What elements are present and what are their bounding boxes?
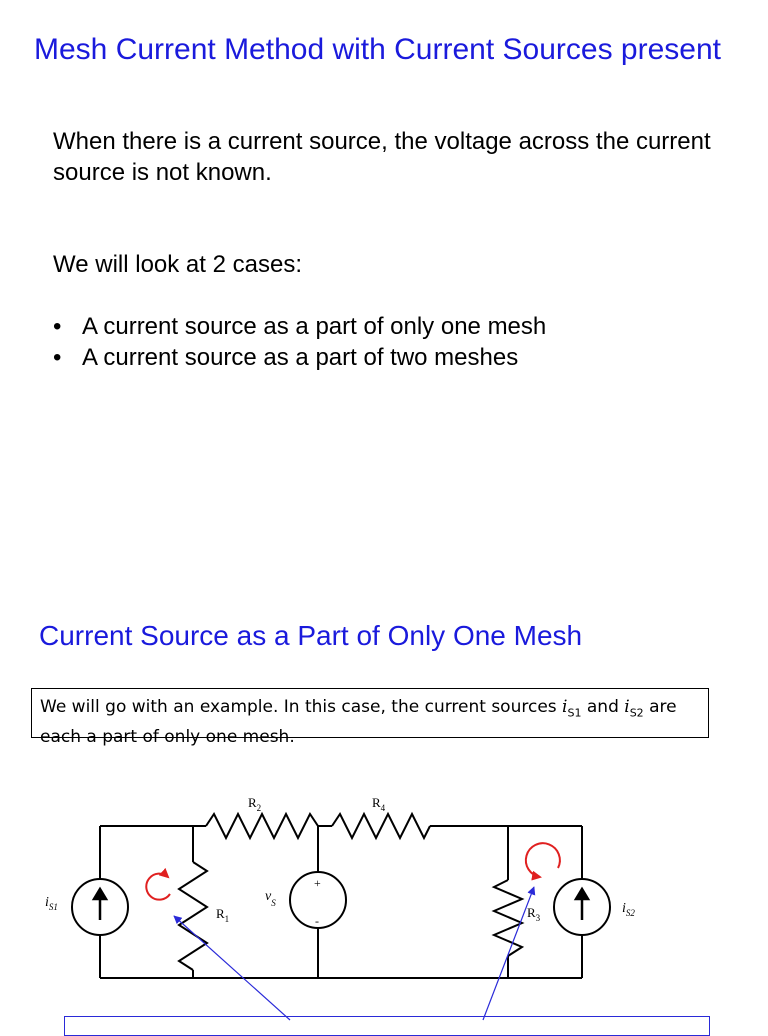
note-text: We will go with an example. In this case, the current sources [40, 697, 563, 717]
label-r2: $R_2$ [248, 795, 262, 813]
case-item [53, 342, 546, 373]
resistor-r4 [332, 814, 430, 838]
label-is1: $i_{S1}$ [45, 895, 58, 912]
note-text: are each a part of only one mesh. [40, 697, 677, 748]
cases-intro: We will look at 2 cases: [53, 251, 302, 278]
circular-arrow-icon [146, 874, 170, 900]
case-label: A current source as a part of only one mesh [82, 313, 547, 340]
case-label: A current source as a part of two meshes [82, 344, 519, 371]
arrow-up-icon [576, 889, 588, 920]
intro-text: When there is a current source, the voltage across the current source is not known. [53, 128, 711, 186]
case-item [53, 311, 546, 342]
note-var-is2: i [624, 697, 630, 717]
circuit-diagram [0, 780, 768, 1024]
label-r1: $R_1$ [216, 906, 230, 924]
section-title: Current Source as a Part of Only One Mesh [39, 620, 583, 651]
label-r4: $R_4$ [372, 795, 386, 813]
note-sub-is1: S1 [567, 706, 582, 720]
resistor-r3 [494, 880, 522, 956]
arrow-up-icon [94, 889, 106, 920]
slide-title: Mesh Current Method with Current Sources present [34, 33, 721, 66]
note-var-is1: i [562, 697, 568, 717]
bullet-icon: • [53, 344, 62, 371]
note-sub-is2: S2 [629, 706, 644, 720]
example-note [31, 688, 709, 748]
bullet-icon: • [53, 313, 62, 340]
label-minus: - [315, 914, 319, 928]
label-is2: $i_{S2}$ [622, 901, 635, 918]
bottom-annotation-box [64, 1016, 710, 1036]
label-r3: $R_3$ [527, 905, 541, 923]
label-vs: $v_S$ [265, 889, 276, 908]
resistor-r2 [206, 814, 318, 838]
label-plus: + [314, 876, 321, 890]
cases-list [53, 311, 546, 373]
note-text: and [581, 697, 625, 717]
resistor-r1 [179, 862, 207, 970]
circular-arrow-icon [526, 843, 560, 877]
